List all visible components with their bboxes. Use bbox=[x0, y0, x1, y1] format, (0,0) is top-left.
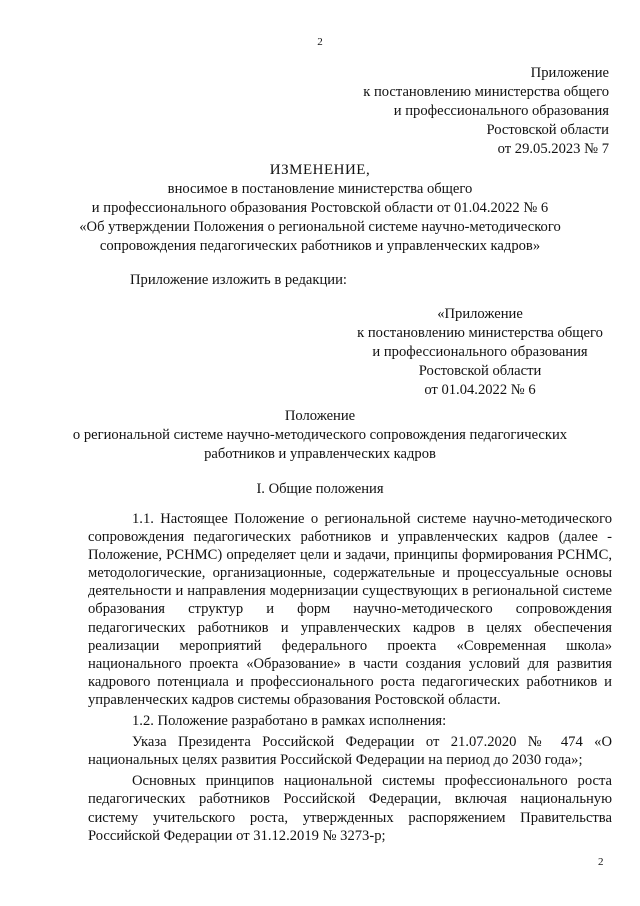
title-line: сопровождения педагогических работников и управленческих кадров» bbox=[99, 238, 541, 254]
paragraph: 1.2. Положение разработано в рамках исполнения: bbox=[132, 713, 447, 730]
appendix-quote-line: от 01.04.2022 № 6 bbox=[424, 382, 536, 398]
title-line: вносимое в постановление министерства общего bbox=[167, 181, 473, 197]
appendix-header bbox=[363, 64, 609, 159]
paragraph: Основных принципов национальной системы профессионального роста педагогических работников Российской Федерации, включая национальную систему учительского роста, утвержденных распоряжением Правительства Российской Федерации от 31.12.2019 № 3273-р; bbox=[88, 773, 612, 844]
appendix-header-line: и профессионального образования bbox=[393, 103, 609, 119]
regulation-title-line: работников и управленческих кадров bbox=[204, 446, 436, 462]
appendix-quote-line: «Приложение bbox=[437, 306, 523, 322]
appendix-header-line: к постановлению министерства общего bbox=[363, 84, 609, 100]
page-number-bottom: 2 bbox=[598, 856, 604, 868]
regulation-title bbox=[60, 407, 580, 464]
appendix-header-line: от 29.05.2023 № 7 bbox=[497, 141, 609, 157]
instruction-text: Приложение изложить в редакции: bbox=[130, 272, 347, 288]
page-number-top: 2 bbox=[317, 36, 323, 48]
section-heading: I. Общие положения bbox=[256, 481, 384, 497]
title-line: «Об утверждении Положения о региональной системе научно-методического bbox=[79, 219, 561, 235]
appendix-quote-line: и профессионального образования bbox=[372, 344, 588, 360]
appendix-quote bbox=[355, 305, 605, 400]
title-line: и профессионального образования Ростовской области от 01.04.2022 № 6 bbox=[91, 200, 549, 216]
title-block bbox=[60, 161, 580, 256]
regulation-heading: Положение bbox=[284, 408, 356, 424]
appendix-quote-line: Ростовской области bbox=[418, 363, 542, 379]
regulation-title-line: о региональной системе научно-методического сопровождения педагогических bbox=[72, 427, 568, 443]
body-text bbox=[88, 510, 612, 848]
paragraph: Указа Президента Российской Федерации от 21.07.2020 № 474 «О национальных целях развития Российской Федерации на период до 2030 года»; bbox=[88, 734, 612, 769]
change-heading: ИЗМЕНЕНИЕ, bbox=[269, 162, 371, 178]
appendix-header-line: Приложение bbox=[530, 65, 609, 81]
paragraph: 1.1. Настоящее Положение о региональной системе научно-методического сопровождения педагогических работников и управленческих кадров (далее - Положение, РСНМС) определяет цели и задачи, принципы формирования РСНМС, методологические, организационные, содержательные и процессуальные основы деятельности и направления модернизации существующих в региональной системе образования структур и форм научно-методического сопровождения педагогических работников и управленческих кадров в целях обеспечения реализации мероприятий федерального проекта «Современная школа» национального проекта «Образование» в части создания условий для развития кадрового потенциала и профессионального роста педагогических работников и управленческих кадров системы образования Ростовской области. bbox=[88, 511, 612, 708]
appendix-quote-line: к постановлению министерства общего bbox=[357, 325, 603, 341]
appendix-header-line: Ростовской области bbox=[486, 122, 609, 138]
